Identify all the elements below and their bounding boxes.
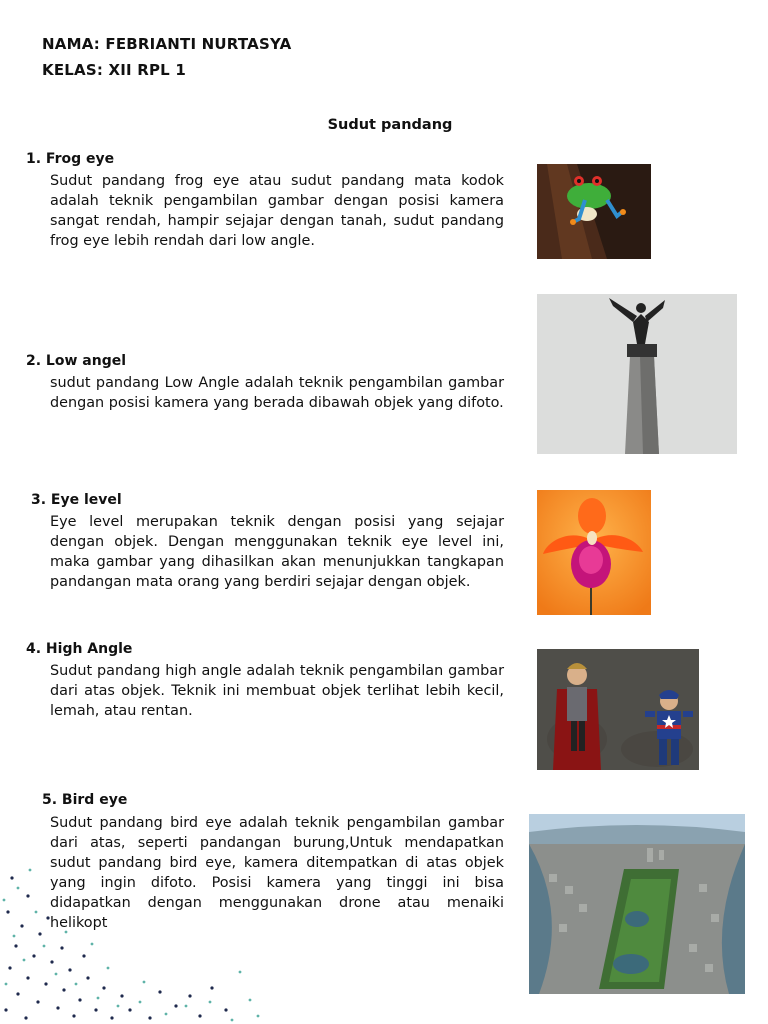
- section-body-low-angle: sudut pandang Low Angle adalah teknik pengambilan gambar dengan posisi kamera yang berada dibawah objek yang difoto.: [50, 375, 504, 411]
- section-heading-eye-level: 3. Eye level: [31, 492, 122, 508]
- section-body-eye-level: Eye level merupakan teknik dengan posisi yang sejajar dengan objek. Dengan menggunakan teknik eye level ini, maka gambar yang dihasilkan akan menunjukkan tangkapan pandangan mata orang yang berdiri sejajar dengan objek.: [50, 514, 504, 590]
- section-body-frog-eye: Sudut pandang frog eye atau sudut pandang mata kodok adalah teknik pengambilan gambar dengan posisi kamera sangat rendah, hampir sejajar dengan tanah, sudut pandang frog eye lebih rendah dari low angle.: [50, 173, 504, 249]
- section-heading-bird-eye: 5. Bird eye: [42, 792, 128, 808]
- statue-photo: [537, 294, 737, 454]
- student-class: KELAS: XII RPL 1: [42, 61, 186, 79]
- section-heading-high-angle: 4. High Angle: [26, 641, 133, 657]
- student-name: NAMA: FEBRIANTI NURTASYA: [42, 35, 292, 53]
- orchid-photo: [537, 490, 651, 615]
- heroes-photo: [537, 649, 699, 770]
- page-title-text: Sudut pandang: [327, 117, 453, 133]
- section-heading-low-angle: 2. Low angel: [26, 353, 127, 369]
- confetti-decoration: [0, 860, 280, 1024]
- section-heading-frog-eye: 1. Frog eye: [26, 151, 115, 167]
- frog-photo: [537, 164, 651, 259]
- section-body-bird-eye: Sudut pandang bird eye adalah teknik pengambilan gambar dari atas, seperti pandangan burung,Untuk mendapatkan sudut pandang bird eye, kamera ditempatkan di atas objek yang ingin difoto. Posisi kamera yang tinggi ini bisa didapatkan dengan menggunakan drone atau menaiki helikopt: [50, 815, 504, 931]
- section-body-high-angle: Sudut pandang high angle adalah teknik pengambilan gambar dari atas objek. Teknik ini membuat objek terlihat lebih kecil, lemah, atau rentan.: [50, 663, 504, 719]
- page-title: [0, 117, 768, 133]
- aerial-city-photo: [529, 814, 745, 994]
